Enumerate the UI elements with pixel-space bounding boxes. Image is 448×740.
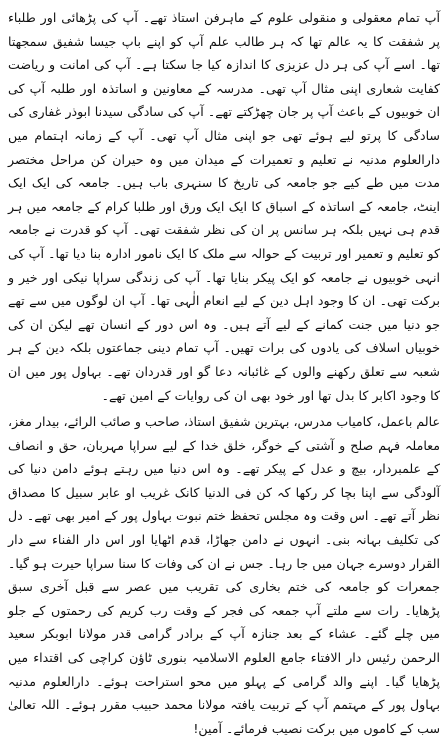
paragraph-1: آپ تمام معقولی و منقولی علوم کے ماہرفن استاذ تھے۔ آپ کی پڑھائی اور طلباء پر شفقت کا یہ عالم تھا کہ ہر طالب علم آپ کو اپنے باپ جیسا شفیق سمجھتا تھا۔ اسے آپ کی ہر دل عزیزی کا اندازہ کیا جا سکتا ہے۔ آپ کی امانت و ریاضت کفایت شعاری اپنی مثال آپ تھی۔ مدرسہ کے معاونین و اساتذہ اور طلبہ آپ کی ان خوبیوں کے باعث آپ پر جان چھڑکتے تھے۔ آپ کی سادگی سیدنا ابوذر غفاری کی سادگی کا پرتو لیے ہوئے تھی جو اپنی مثال آپ تھی۔ آپ کے زمانہ اہتمام میں دارالعلوم مدنیہ نے تعلیم و تعمیرات کے میدان میں وہ حیران کن مراحل مختصر مدت میں طے کیے جو جامعہ کی تاریخ کا سنہری باب ہیں۔ جامعہ کی ایک ایک اینٹ، جامعہ کے اساتذہ کے اسباق کا ایک ایک ورق اور طلبا کرام کے جامعہ میں ہر قدم ہی نہیں بلکہ ہر سانس پر ان کی نظر شفقت تھی۔ آپ کو قدرت نے جامعہ کو تعلیم و تعمیر اور تربیت کے حوالہ سے ملک کا ایک نامور ادارہ بنا دیا تھا۔ آپ کی انہی خوبیوں نے جامعہ کو ایک پیکر بنایا تھا۔ آپ کی زندگی سراپا نیکی اور خیر و برکت تھی۔ ان کا وجود اہل دین کے لیے انعام الٰہی تھا۔ آپ ان لوگوں میں سے تھے جو دنیا میں جنت کمانے کے لیے آتے ہیں۔ وہ اس دور کے انسان تھے لیکن ان کی خوبیاں اسلاف کی یادوں کی برات تھیں۔ آپ تمام دینی جماعتوں بلکہ دین کے ہر شعبہ سے تعلق رکھنے والوں کے غائبانہ دعا گو اور قدردان تھے۔ بہاول پور میں ان کا وجود اکابر کا بدل تھا اور خود بھی ان کی روایات کے امین تھے۔ (8, 10, 440, 403)
paragraph-2: عالم باعمل، کامیاب مدرس، بہترین شفیق استاذ، صاحب و صائب الرائے، بیدار مغز، معاملہ فہم صلح و آشتی کے خوگر، خلق خدا کے لیے سراپا مہربان، حق و انصاف کے علمبردار، بیچ و عدل کے پیکر تھے۔ وہ اس دنیا میں رہتے ہوئے دامن دنیا کی آلودگی سے اپنا بچا کر رکھا کہ کن فی الدنیا کانک غریب او عابر سبیل کا مصداق نظر آتے تھے۔ اس وقت وہ مجلس تحفظ ختم نبوت بہاول پور کے امیر بھی تھے۔ دل کی تکلیف بہانہ بنی۔ انہوں نے دامن جھاڑا، قدم اٹھایا اور اس دار الفناء سے دار القرار دوسرے جہان میں جا رہا۔ جس نے ان کی وفات کا سنا سراپا حیرت ہو گیا۔ جمعرات کو جامعہ کی ختم بخاری کی تقریب میں عصر سے قبل آخری سبق پڑھایا۔ رات سے ملتے آپ جمعہ کی فجر کے وقت رب کریم کی رحمتوں کے جلو میں چلے گئے۔ عشاء کے بعد جنازہ آپ کے برادر گرامی قدر مولانا ابوبکر سعید الرحمن رئیس دار الافتاء جامع العلوم الاسلامیہ بنوری ٹاؤن کراچی کی اقتداء میں پڑھایا گیا۔ اپنے والد گرامی کے پہلو میں محو استراحت ہوئے۔ دارالعلوم مدنیہ بہاول پور کے مہتمم آپ کے تربیت یافتہ مولانا محمد حبیب مقرر ہوئے۔ اللہ تعالیٰ سب کے کاموں میں برکت نصیب فرمائے۔ آمین! (8, 414, 440, 736)
